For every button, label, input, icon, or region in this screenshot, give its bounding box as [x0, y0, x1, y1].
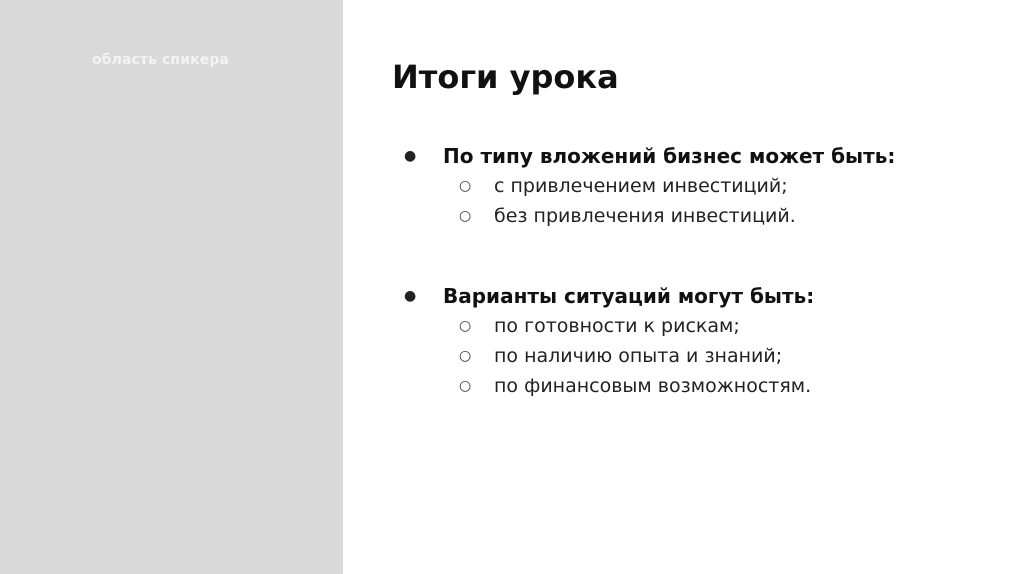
filled-bullet-icon: ● — [404, 148, 417, 164]
hollow-bullet-icon: ○ — [459, 378, 472, 394]
summary-section-investment — [404, 141, 1004, 231]
list-item-text: по финансовым возможностям. — [494, 375, 812, 397]
list-item — [404, 171, 1004, 201]
section-heading-row — [404, 141, 1004, 171]
list-item — [404, 371, 1004, 401]
speaker-area — [0, 0, 343, 574]
hollow-bullet-icon: ○ — [459, 208, 472, 224]
hollow-bullet-icon: ○ — [459, 348, 472, 364]
list-item — [404, 341, 1004, 371]
section-heading: По типу вложений бизнес может быть: — [443, 144, 896, 168]
hollow-bullet-icon: ○ — [459, 318, 472, 334]
summary-section-situations — [404, 281, 1004, 401]
list-item — [404, 311, 1004, 341]
list-item-text: по наличию опыта и знаний; — [494, 345, 783, 367]
speaker-area-label: область спикера — [92, 52, 229, 68]
hollow-bullet-icon: ○ — [459, 178, 472, 194]
slide-title: Итоги урока — [392, 58, 619, 96]
list-item-text: без привлечения инвестиций. — [494, 205, 796, 227]
list-item-text: по готовности к рискам; — [494, 315, 740, 337]
filled-bullet-icon: ● — [404, 288, 417, 304]
section-heading-row — [404, 281, 1004, 311]
list-item-text: с привлечением инвестиций; — [494, 175, 788, 197]
section-heading: Варианты ситуаций могут быть: — [443, 284, 815, 308]
list-item — [404, 201, 1004, 231]
